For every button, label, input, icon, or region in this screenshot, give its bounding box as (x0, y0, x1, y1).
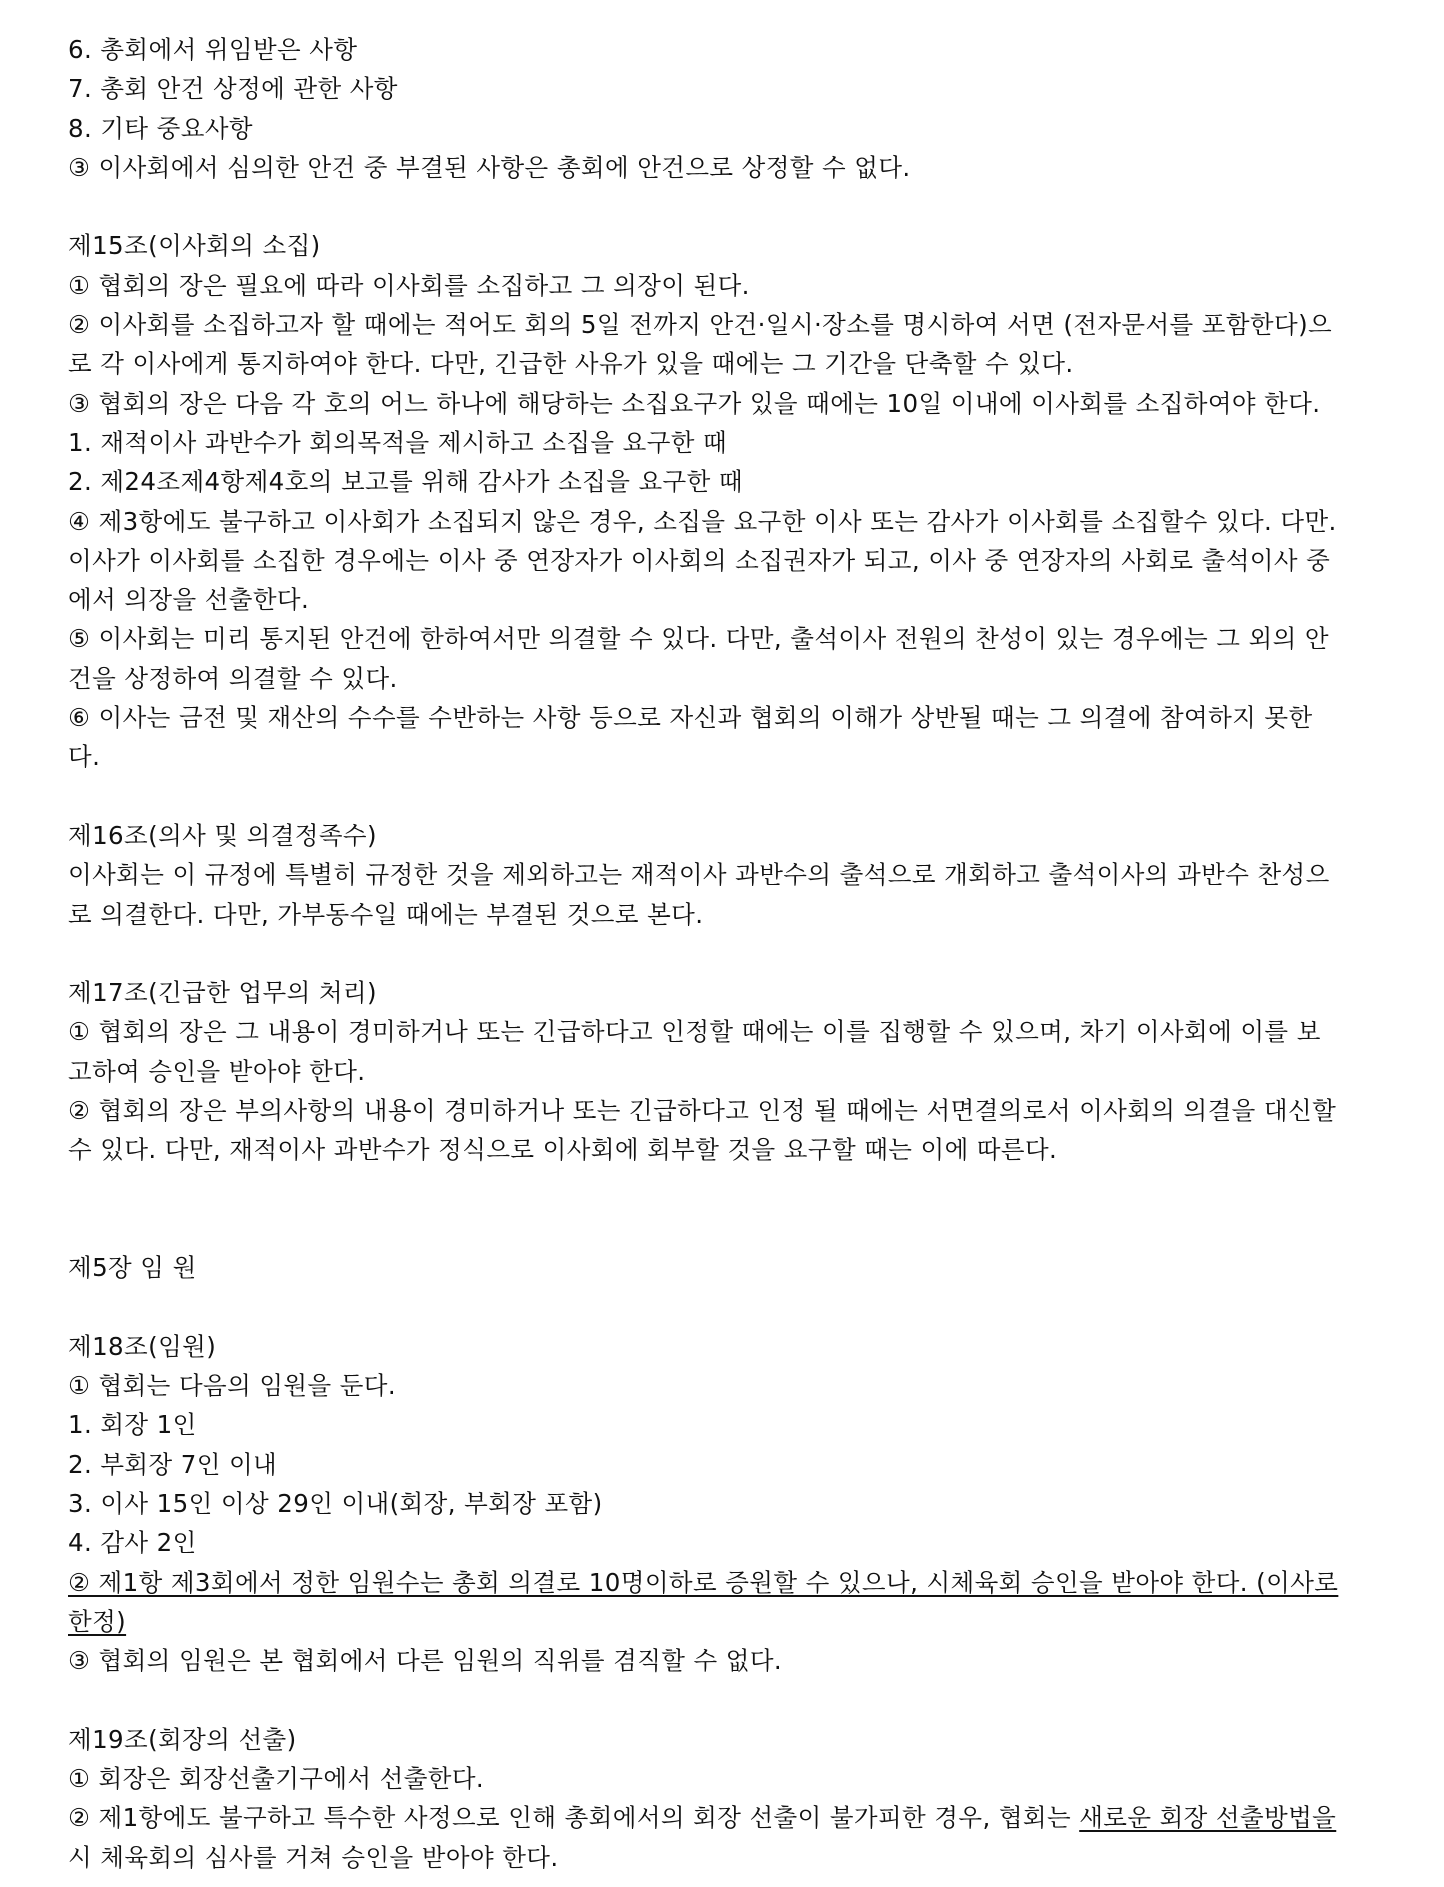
article-17-heading: 제17조(긴급한 업무의 처리) (68, 978, 377, 1008)
article-16-heading: 제16조(의사 및 의결정족수) (68, 820, 377, 850)
article-15-paragraph-3: ③ 협회의 장은 다음 각 호의 어느 하나에 해당하는 소집요구가 있을 때에는 10일 이내에 이사회를 소집하여야 한다. (68, 388, 1321, 418)
article-18-paragraph-2-amended-cont: 한정) (68, 1606, 127, 1636)
chapter-5-heading: 제5장 임 원 (68, 1253, 197, 1283)
spacer (68, 777, 1340, 816)
article-18-paragraph-3: ③ 협회의 임원은 본 협회에서 다른 임원의 직위를 겸직할 수 없다. (68, 1646, 783, 1676)
article-16-body-cont: 로 의결한다. 다만, 가부동수일 때에는 부결된 것으로 본다. (68, 899, 704, 929)
article-15-paragraph-4-cont: 에서 의장을 선출한다. (68, 585, 310, 615)
article-15-paragraph-5: ⑤ 이사회는 미리 통지된 안건에 한하여서만 의결할 수 있다. 다만, 출석이사 전원의 찬성이 있는 경우에는 그 외의 안 (68, 624, 1329, 654)
spacer (68, 934, 1340, 973)
article-19-paragraph-2-text: ② 제1항에도 불구하고 특수한 사정으로 인해 총회에서의 회장 선출이 불가피한 경우, 협회는 (68, 1803, 1080, 1833)
article-15-paragraph-4-cont: 이사가 이사회를 소집한 경우에는 이사 중 연장자가 이사회의 소집권자가 되고, 이사 중 연장자의 사회로 출석이사 중 (68, 545, 1331, 575)
article-15-paragraph-4: ④ 제3항에도 불구하고 이사회가 소집되지 않은 경우, 소집을 요구한 이사 또는 감사가 이사회를 소집할수 있다. 다만. (68, 506, 1337, 536)
article-18-paragraph-1: ① 협회는 다음의 임원을 둔다. (68, 1371, 397, 1401)
spacer (68, 1680, 1340, 1719)
article-17-paragraph-1: ① 협회의 장은 그 내용이 경미하거나 또는 긴급하다고 인정할 때에는 이를 집행할 수 있으며, 차기 이사회에 이를 보 (68, 1017, 1321, 1047)
article-16-body: 이사회는 이 규정에 특별히 규정한 것을 제외하고는 재적이사 과반수의 출석으로 개회하고 출석이사의 과반수 찬성으 (68, 860, 1330, 890)
article-18-paragraph-2-amended: ② 제1항 제3회에서 정한 임원수는 총회 의결로 10명이하로 증원할 수 있으나, 시체육회 승인을 받아야 한다. (이사로 (68, 1567, 1339, 1597)
article-19-paragraph-1: ① 회장은 회장선출기구에서 선출한다. (68, 1764, 485, 1794)
list-item: 3. 이사 15인 이상 29인 이내(회장, 부회장 포함) (68, 1488, 603, 1518)
list-item: 2. 부회장 7인 이내 (68, 1449, 278, 1479)
article-17-paragraph-2-cont: 수 있다. 다만, 재적이사 과반수가 정식으로 이사회에 회부할 것을 요구할 때는 이에 따른다. (68, 1135, 1058, 1165)
article-18-heading: 제18조(임원) (68, 1331, 217, 1361)
spacer (68, 187, 1340, 226)
article-15-paragraph-2: ② 이사회를 소집하고자 할 때에는 적어도 회의 5일 전까지 안건·일시·장소를 명시하여 서면 (전자문서를 포함한다)으 (68, 310, 1333, 340)
article-15-paragraph-2-cont: 로 각 이사에게 통지하여야 한다. 다만, 긴급한 사유가 있을 때에는 그 기간을 단축할 수 있다. (68, 349, 1074, 379)
article-19-paragraph-2 (68, 1798, 1340, 1837)
article-15-paragraph-6-cont: 다. (68, 742, 101, 772)
article-19-paragraph-2-cont: 시 체육회의 심사를 거쳐 승인을 받아야 한다. (68, 1842, 559, 1872)
article-15-paragraph-6: ⑥ 이사는 금전 및 재산의 수수를 수반하는 사항 등으로 자신과 협회의 이해가 상반될 때는 그 의결에 참여하지 못한 (68, 703, 1313, 733)
article-15-heading: 제15조(이사회의 소집) (68, 231, 321, 261)
article-17-paragraph-1-cont: 고하여 승인을 받아야 한다. (68, 1056, 366, 1086)
document-page (68, 30, 1340, 1877)
article-19-heading: 제19조(회장의 선출) (68, 1724, 297, 1754)
list-item: 7. 총회 안건 상정에 관한 사항 (68, 74, 398, 104)
list-item: 1. 회장 1인 (68, 1410, 197, 1440)
list-item: 6. 총회에서 위임받은 사항 (68, 35, 358, 64)
article-15-paragraph-5-cont: 건을 상정하여 의결할 수 있다. (68, 663, 398, 693)
spacer (68, 1170, 1340, 1249)
paragraph-3: ③ 이사회에서 심의한 안건 중 부결된 사항은 총회에 안건으로 상정할 수 없다. (68, 152, 911, 182)
article-19-amended-phrase: 새로운 회장 선출방법을 (1079, 1803, 1337, 1833)
list-item: 1. 재적이사 과반수가 회의목적을 제시하고 소집을 요구한 때 (68, 427, 728, 457)
article-17-paragraph-2: ② 협회의 장은 부의사항의 내용이 경미하거나 또는 긴급하다고 인정 될 때에는 서면결의로서 이사회의 의결을 대신할 (68, 1096, 1337, 1126)
article-15-paragraph-1: ① 협회의 장은 필요에 따라 이사회를 소집하고 그 의장이 된다. (68, 270, 750, 300)
list-item: 4. 감사 2인 (68, 1528, 197, 1558)
spacer (68, 1288, 1340, 1327)
list-item: 2. 제24조제4항제4호의 보고를 위해 감사가 소집을 요구한 때 (68, 467, 743, 497)
list-item: 8. 기타 중요사항 (68, 113, 253, 143)
